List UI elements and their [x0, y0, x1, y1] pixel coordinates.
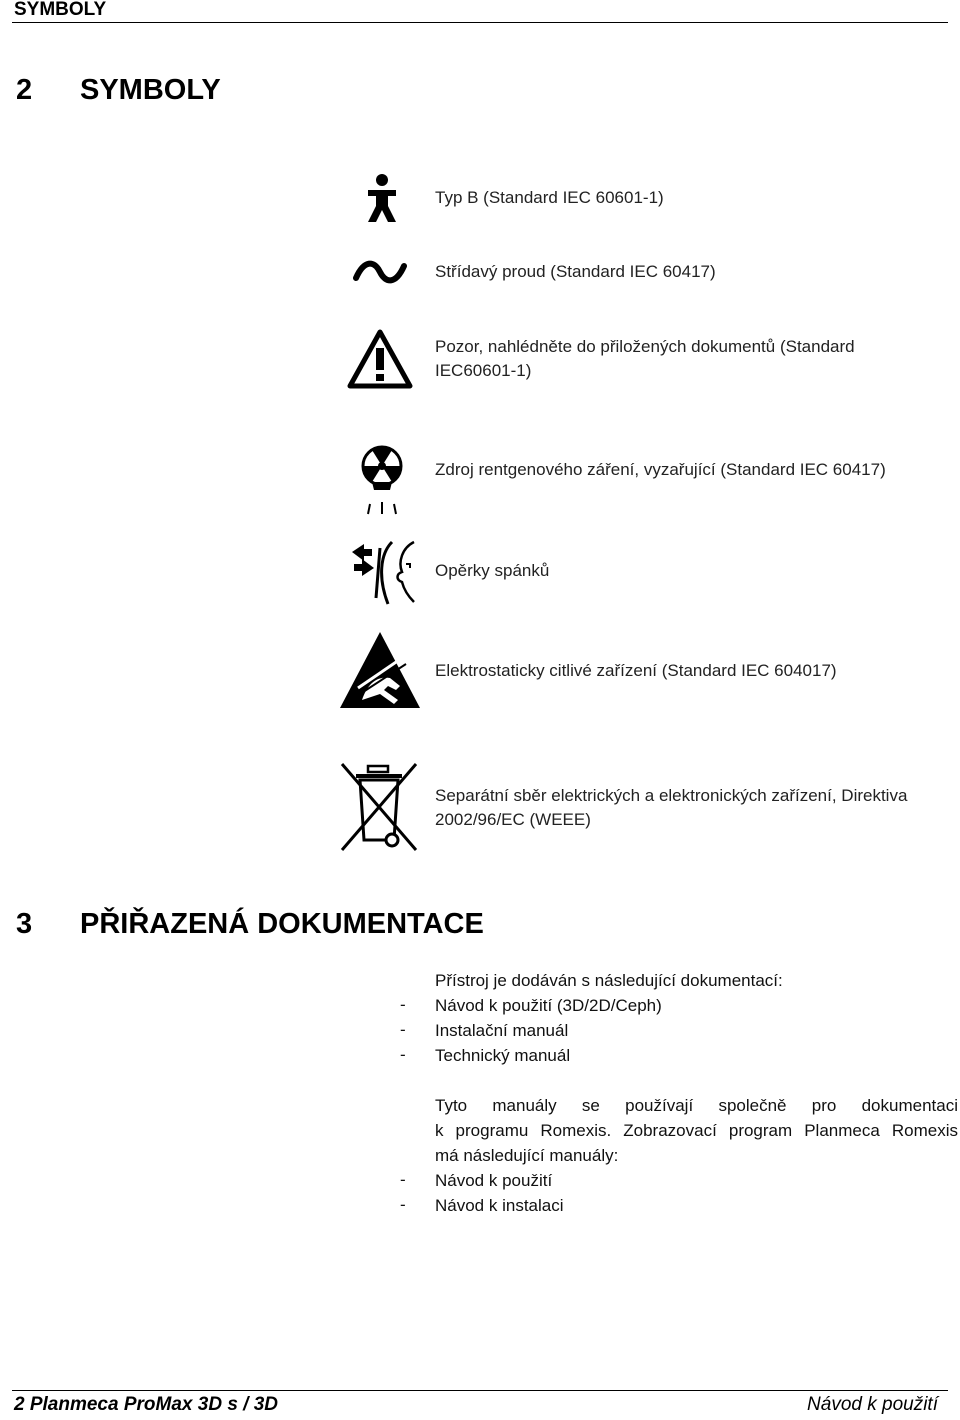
esd-sensitive-icon	[338, 630, 422, 710]
list-item: Návod k instalaci	[435, 1196, 564, 1215]
warning-triangle-icon	[346, 328, 414, 390]
section-number: 3	[16, 908, 33, 940]
paragraph-line: má následující manuály:	[435, 1146, 619, 1165]
section-title: PŘIŘAZENÁ DOKUMENTACE	[80, 908, 484, 940]
symbol-label: Zdroj rentgenového záření, vyzařující (Standard IEC 60417)	[435, 460, 886, 479]
symbol-label: Střídavý proud (Standard IEC 60417)	[435, 262, 716, 281]
symbol-label: Elektrostaticky citlivé zařízení (Standard IEC 604017)	[435, 661, 837, 680]
section-title: SYMBOLY	[80, 74, 221, 106]
weee-crossed-bin-icon	[338, 760, 422, 854]
list-item: Návod k použití (3D/2D/Ceph)	[435, 996, 662, 1015]
list-item: Návod k použití	[435, 1171, 553, 1190]
footer-right: Návod k použití	[807, 1394, 938, 1415]
list-item: Instalační manuál	[435, 1021, 569, 1040]
section-number: 2	[16, 74, 33, 106]
list-bullet: -	[400, 995, 406, 1014]
x-ray-source-icon	[360, 444, 404, 516]
page-header	[12, 0, 948, 23]
list-bullet: -	[400, 1045, 406, 1064]
alternating-current-icon	[352, 258, 408, 286]
list-bullet: -	[400, 1020, 406, 1039]
symbol-label-line: Pozor, nahlédněte do přiložených dokumentů (Standard	[435, 337, 855, 356]
temple-supports-icon	[350, 538, 416, 608]
intro-text: Přístroj je dodáván s následující dokumentací:	[435, 971, 783, 990]
symbol-label: Typ B (Standard IEC 60601-1)	[435, 188, 664, 207]
list-bullet: -	[400, 1170, 406, 1189]
list-item: Technický manuál	[435, 1046, 571, 1065]
list-bullet: -	[400, 1195, 406, 1214]
symbol-label-line: Separátní sběr elektrických a elektronických zařízení, Direktiva	[435, 786, 908, 805]
symbol-label-line: IEC60601-1)	[435, 361, 532, 380]
symbol-label-line: 2002/96/EC (WEEE)	[435, 810, 591, 829]
paragraph-line: Tyto manuály se používají společně pro dokumentaci	[435, 1096, 958, 1115]
header-title: SYMBOLY	[14, 0, 107, 20]
footer-left: 2 Planmeca ProMax 3D s / 3D	[14, 1394, 279, 1415]
patient-type-b-icon	[358, 172, 406, 224]
page-footer	[12, 1390, 948, 1420]
symbol-label-multiline	[435, 784, 955, 832]
symbol-label-multiline	[435, 335, 955, 383]
symbol-label: Opěrky spánků	[435, 561, 550, 580]
paragraph-line: k programu Romexis. Zobrazovací program Planmeca Romexis	[435, 1121, 958, 1140]
